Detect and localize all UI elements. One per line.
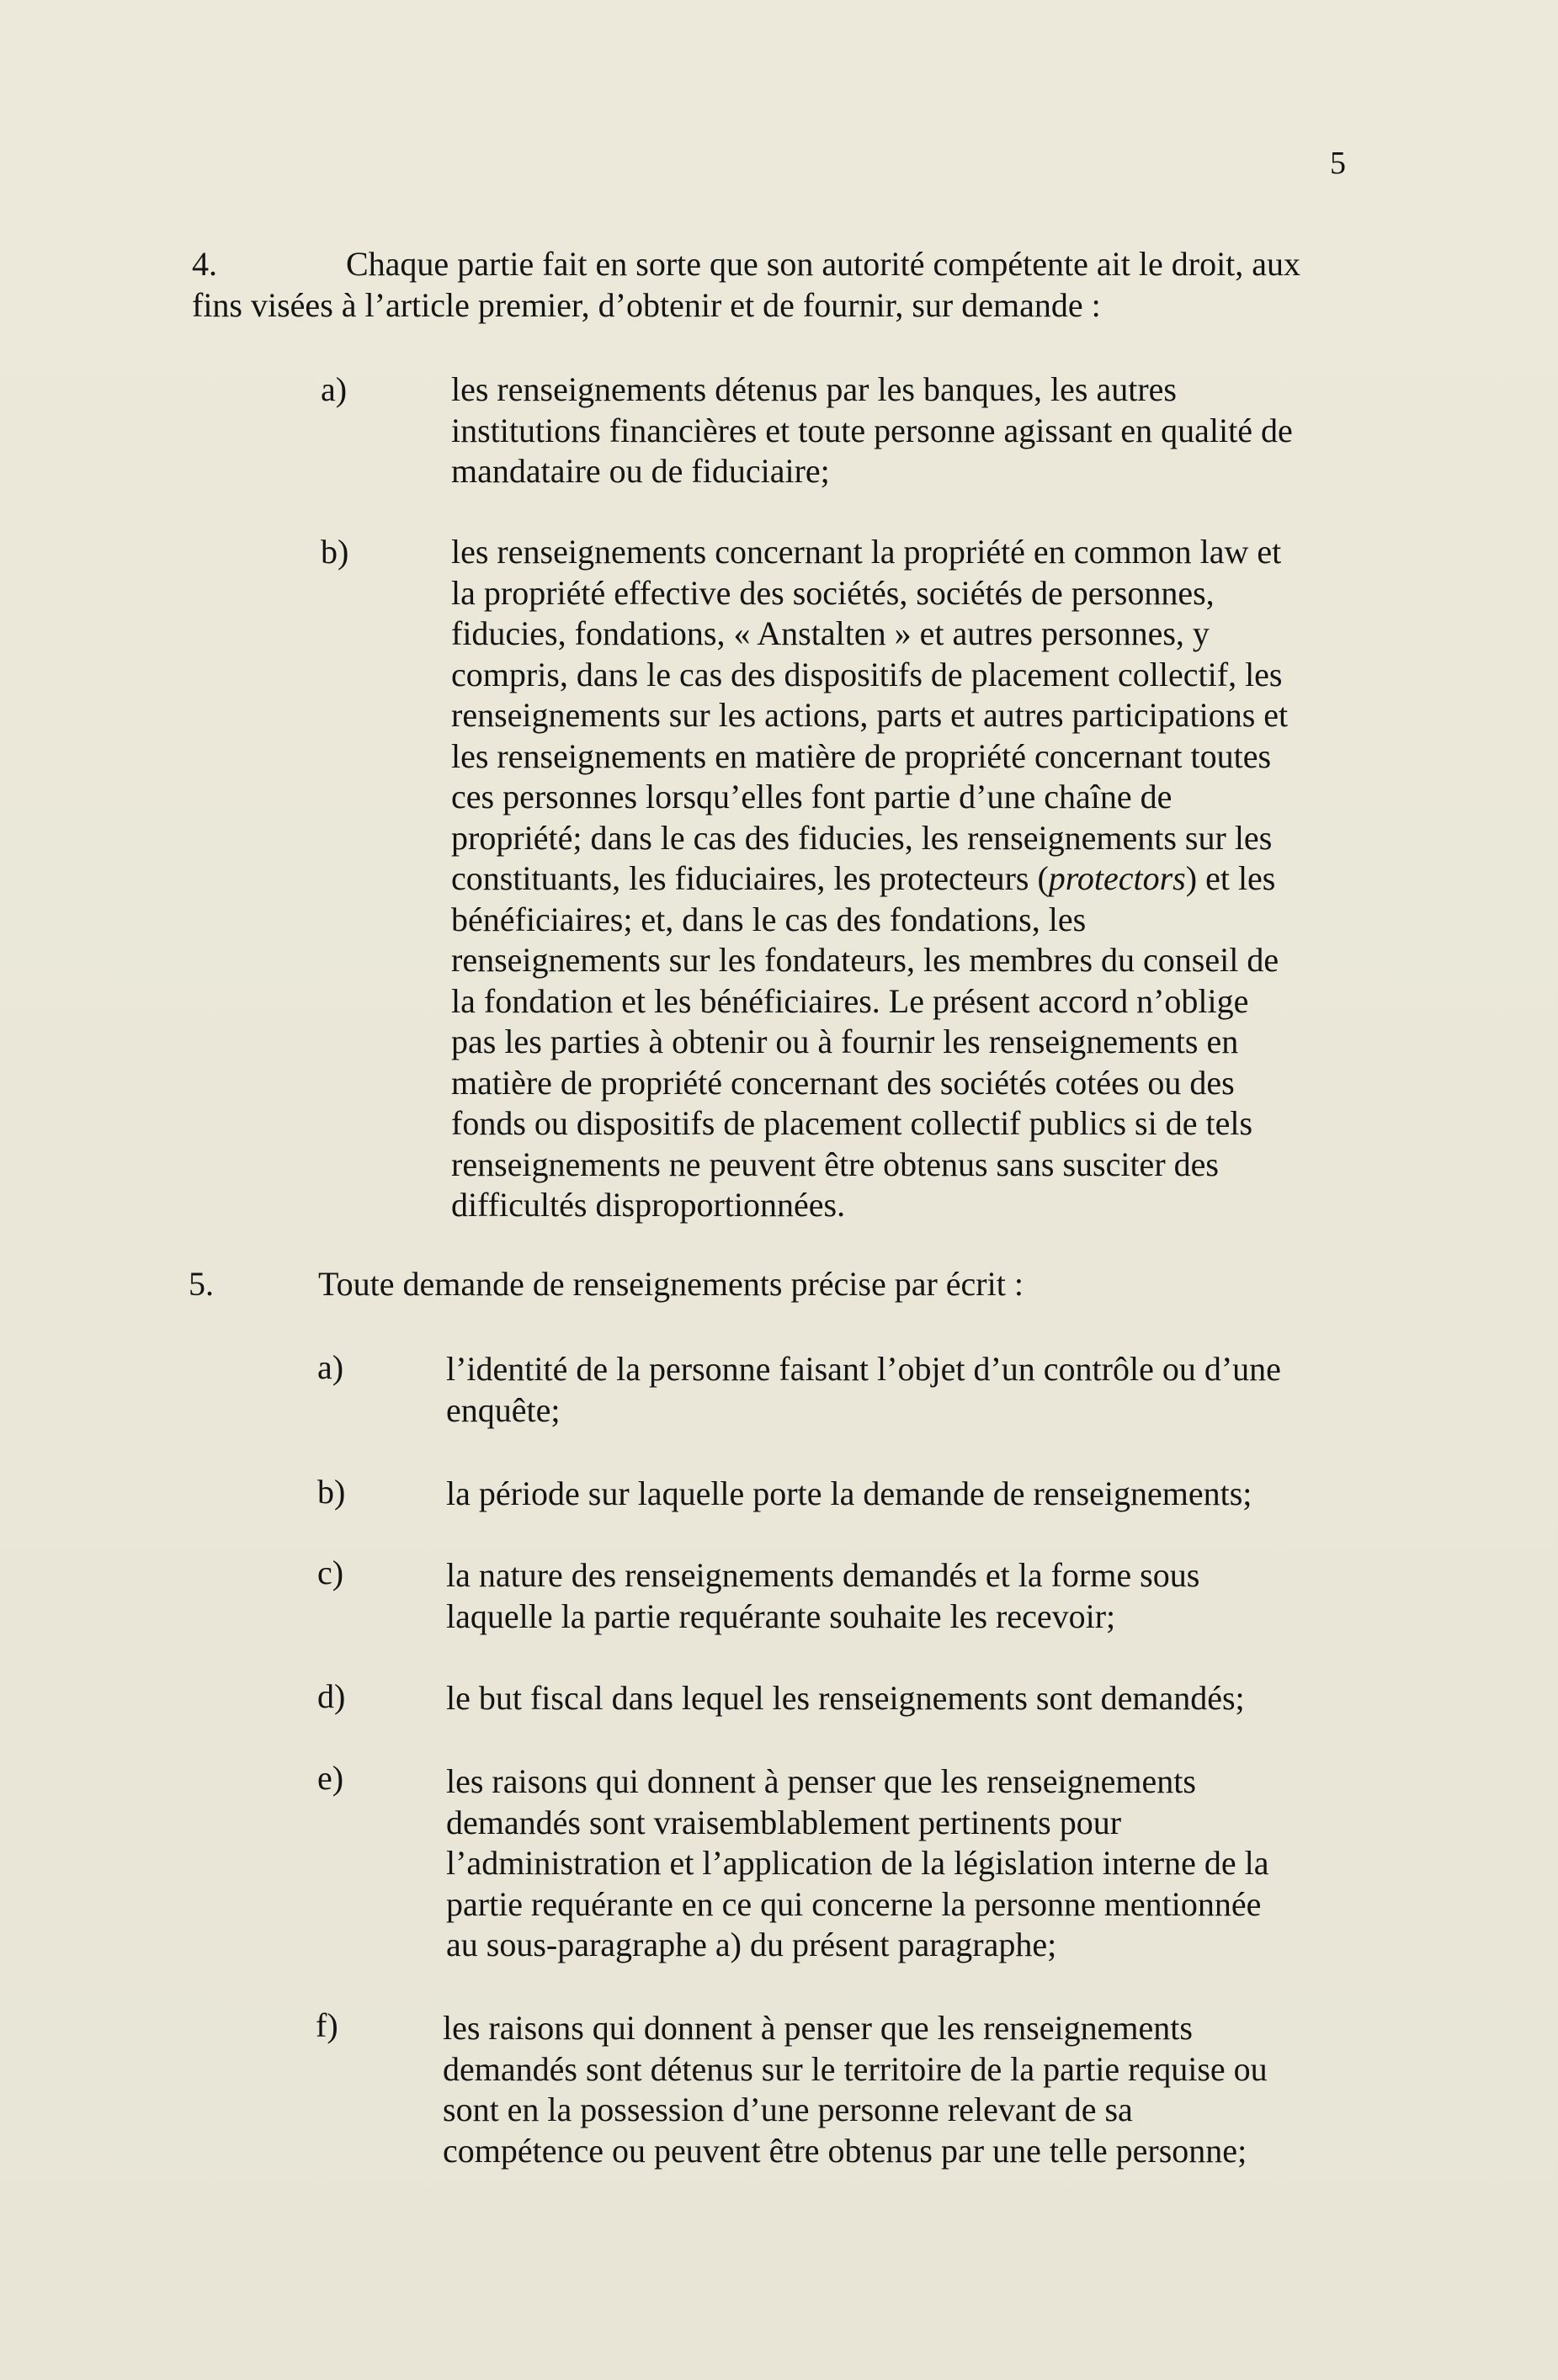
paragraph-4-intro [192, 244, 1387, 326]
item-4b-line: matière de propriété concernant des sociétés cotées ou des [451, 1063, 1235, 1102]
item-5e-line: demandés sont vraisemblablement pertinents pour [446, 1803, 1122, 1841]
item-5b-label: b) [317, 1473, 346, 1511]
item-4b-text [451, 532, 1288, 1226]
item-5d-line: le but fiscal dans lequel les renseignements sont demandés; [446, 1679, 1245, 1717]
item-4b-line: bénéficiaires; et, dans le cas des fondations, les [451, 900, 1087, 938]
item-5f-line: compétence ou peuvent être obtenus par une telle personne; [443, 2131, 1247, 2170]
item-4b-line: compris, dans le cas des dispositifs de placement collectif, les [451, 655, 1283, 693]
item-5e-line: l’administration et l’application de la législation interne de la [446, 1844, 1269, 1882]
paragraph-5-number: 5. [189, 1265, 214, 1303]
item-4b-line: les renseignements concernant la propriété en common law et [451, 533, 1282, 571]
paragraph-4-intro-line: fins visées à l’article premier, d’obtenir et de fournir, sur demande : [192, 285, 1101, 324]
item-4b-label: b) [321, 533, 349, 571]
item-5f-line: les raisons qui donnent à penser que les renseignements [443, 2009, 1193, 2047]
item-4b-line: la fondation et les bénéficiaires. Le présent accord n’oblige [451, 981, 1249, 1020]
item-4b-line: renseignements sur les actions, parts et autres participations et [451, 696, 1289, 734]
item-4a-line: mandataire ou de fiduciaire; [451, 452, 830, 490]
item-4b-line: pas les parties à obtenir ou à fournir les renseignements en [451, 1023, 1239, 1060]
item-5f-text [443, 2008, 1268, 2171]
item-5c-line: la nature des renseignements demandés et la forme sous [446, 1556, 1200, 1594]
paragraph-5-intro [318, 1264, 1024, 1305]
item-5e-label: e) [317, 1759, 344, 1797]
item-5d-text [446, 1678, 1245, 1719]
item-5b-text [446, 1474, 1252, 1515]
item-5e-line: au sous-paragraphe a) du présent paragraphe; [446, 1926, 1057, 1963]
item-5b-line: la période sur laquelle porte la demande de renseignements; [446, 1474, 1252, 1512]
item-4a-label: a) [321, 370, 348, 408]
item-4b-line: renseignements ne peuvent être obtenus sans susciter des [451, 1145, 1219, 1183]
paragraph-4-intro-line: Chaque partie fait en sorte que son autorité compétente ait le droit, aux [346, 245, 1301, 283]
item-5a-text [446, 1349, 1281, 1431]
item-4b-line: fonds ou dispositifs de placement collectif publics si de tels [451, 1104, 1253, 1142]
item-4b-line: renseignements sur les fondateurs, les membres du conseil de [451, 941, 1279, 979]
item-4b-line: ces personnes lorsqu’elles font partie d’une chaîne de [451, 778, 1172, 815]
item-5f-line: demandés sont détenus sur le territoire de la partie requise ou [443, 2049, 1268, 2088]
item-4a-line: institutions financières et toute personne agissant en qualité de [451, 411, 1293, 449]
item-5f-line: sont en la possession d’une personne relevant de sa [443, 2090, 1133, 2128]
item-4b-line: les renseignements en matière de propriété concernant toutes [451, 736, 1272, 775]
page-number: 5 [1330, 146, 1346, 181]
item-5c-label: c) [317, 1554, 344, 1591]
item-5a-line: l’identité de la personne faisant l’objet d’un contrôle ou d’une [446, 1350, 1281, 1388]
item-5e-text [446, 1761, 1268, 1966]
item-5a-line: enquête; [446, 1390, 561, 1429]
item-4b-line: propriété; dans le cas des fiducies, les renseignements sur les [451, 818, 1273, 857]
item-4b-line: la propriété effective des sociétés, sociétés de personnes, [451, 573, 1215, 612]
paragraph-4-number: 4. [192, 245, 217, 283]
item-4b-line: constituants, les fiduciaires, les protecteurs (protectors) et les [451, 859, 1276, 897]
item-5d-label: d) [317, 1677, 346, 1715]
item-5c-line: laquelle la partie requérante souhaite les recevoir; [446, 1596, 1116, 1635]
item-5e-line: les raisons qui donnent à penser que les renseignements [446, 1762, 1196, 1800]
item-5e-line: partie requérante en ce qui concerne la personne mentionnée [446, 1884, 1262, 1923]
item-4b-line: fiducies, fondations, « Anstalten » et autres personnes, y [451, 614, 1210, 652]
item-5c-text [446, 1555, 1199, 1637]
item-5f-label: f) [316, 2006, 338, 2044]
item-4b-line: difficultés disproportionnées. [451, 1186, 846, 1224]
item-5a-label: a) [317, 1348, 344, 1386]
item-4a-text [451, 369, 1293, 492]
paragraph-5-intro-line: Toute demande de renseignements précise par écrit : [318, 1265, 1024, 1303]
item-4a-line: les renseignements détenus par les banques, les autres [451, 370, 1177, 408]
